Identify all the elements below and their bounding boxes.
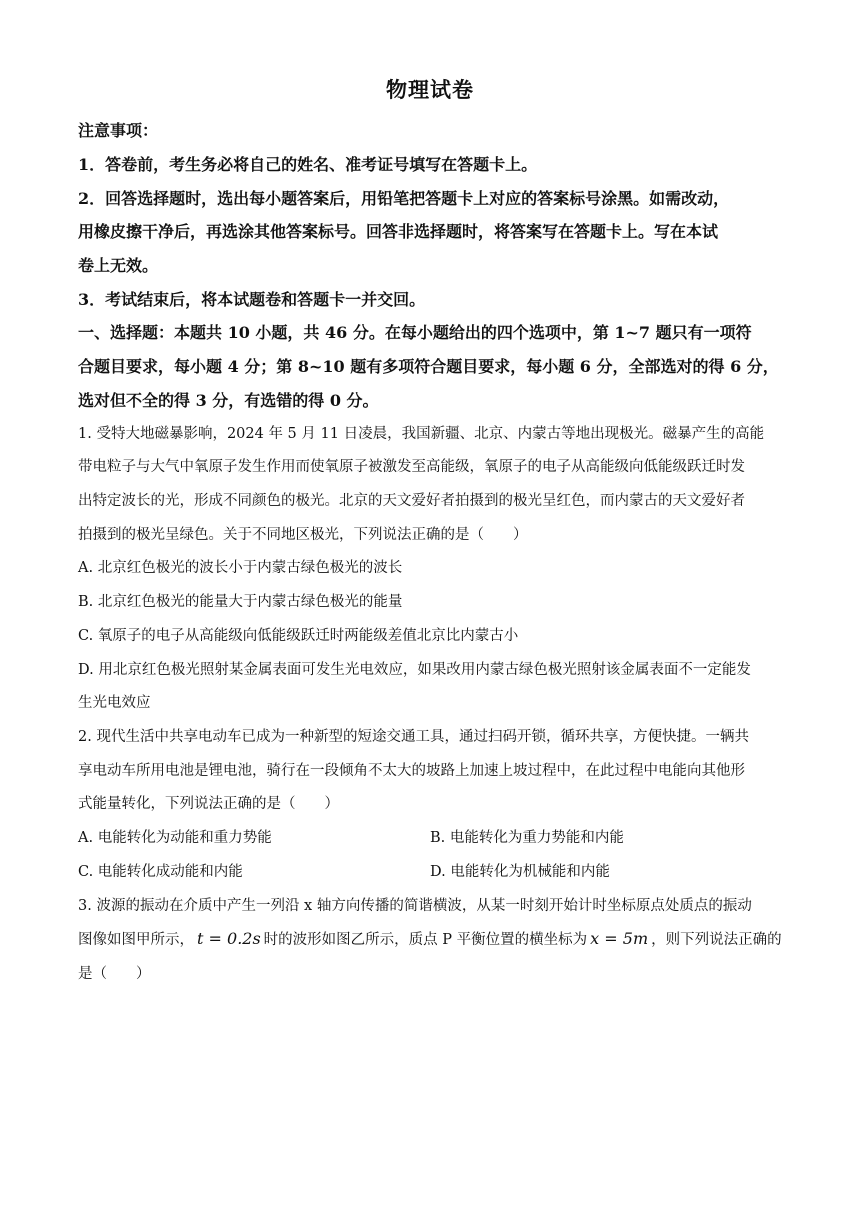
q2-stem-line-1: 2. 现代生活中共享电动车已成为一种新型的短途交通工具，通过扫码开锁，循环共享，方便快捷。一辆共	[78, 729, 749, 745]
q1-option-a: A. 北京红色极光的波长小于内蒙古绿色极光的波长	[78, 560, 403, 576]
page-title: 物理试卷	[386, 77, 474, 102]
q1-option-d-line-1: D. 用北京红色极光照射某金属表面可发生光电效应，如果改用内蒙古绿色极光照射该金属表面不一定能发	[78, 662, 751, 678]
notice-item-1: 1．答卷前，考生务必将自己的姓名、准考证号填写在答题卡上。	[78, 155, 538, 174]
q2-option-c: C. 电能转化成动能和内能	[78, 864, 243, 880]
q3-text-c: ，则下列说法正确的	[651, 932, 782, 948]
q1-stem-line-2: 带电粒子与大气中氧原子发生作用而使氧原子被激发至高能级，氧原子的电子从高能级向低能级跃迁时发	[78, 459, 745, 475]
section-heading-line-1: 一、选择题：本题共 10 小题，共 46 分。在每小题给出的四个选项中，第 1~7 题只有一项符	[78, 323, 752, 342]
q1-stem-line-3: 出特定波长的光，形成不同颜色的极光。北京的天文爱好者拍摄到的极光呈红色，而内蒙古的天文爱好者	[78, 493, 745, 509]
q3-stem-line-1: 3. 波源的振动在介质中产生一列沿 x 轴方向传播的简谐横波，从某一时刻开始计时坐标原点处质点的振动	[78, 898, 752, 914]
q3-stem-line-2	[78, 928, 784, 949]
q2-option-a: A. 电能转化为动能和重力势能	[78, 830, 272, 846]
notice-item-2-line-3: 卷上无效。	[78, 256, 159, 275]
q3-text-b: 时的波形如图乙所示，质点 P 平衡位置的横坐标为	[263, 932, 588, 948]
q1-option-d-line-2: 生光电效应	[78, 695, 151, 711]
q1-stem-line-1: 1. 受特大地磁暴影响，2024 年 5 月 11 日凌晨，我国新疆、北京、内蒙古等地出现极光。磁暴产生的高能	[78, 426, 765, 442]
q2-option-d: D. 电能转化为机械能和内能	[430, 864, 610, 880]
q2-stem-line-2: 享电动车所用电池是锂电池，骑行在一段倾角不太大的坡路上加速上坡过程中，在此过程中电能向其他形	[78, 763, 745, 779]
q2-stem-line-3: 式能量转化，下列说法正确的是（ ）	[78, 796, 339, 812]
q3-text-a: 图像如图甲所示，	[78, 932, 194, 948]
notice-heading: 注意事项：	[78, 121, 159, 140]
section-heading-line-3: 选对但不全的得 3 分，有选错的得 0 分。	[78, 391, 379, 410]
notice-item-2-line-2: 用橡皮擦干净后，再选涂其他答案标号。回答非选择题时，将答案写在答题卡上。写在本试	[78, 222, 719, 241]
notice-item-2-line-1: 2．回答选择题时，选出每小题答案后，用铅笔把答题卡上对应的答案标号涂黑。如需改动，	[78, 189, 730, 208]
q3-time-expression: t = 0.2s	[197, 929, 261, 948]
section-heading-line-2: 合题目要求，每小题 4 分；第 8~10 题有多项符合题目要求，每小题 6 分，全部选对的得 6 分，	[78, 357, 779, 376]
q3-position-expression: x = 5m	[590, 929, 649, 948]
q1-stem-line-4: 拍摄到的极光呈绿色。关于不同地区极光，下列说法正确的是（ ）	[78, 527, 528, 543]
q1-option-c: C. 氧原子的电子从高能级向低能级跃迁时两能级差值北京比内蒙古小	[78, 628, 519, 644]
q1-option-b: B. 北京红色极光的能量大于内蒙古绿色极光的能量	[78, 594, 403, 610]
q3-stem-line-3: 是（ ）	[78, 966, 151, 982]
q2-option-b: B. 电能转化为重力势能和内能	[430, 830, 624, 846]
notice-item-3: 3．考试结束后，将本试题卷和答题卡一并交回。	[78, 290, 426, 309]
